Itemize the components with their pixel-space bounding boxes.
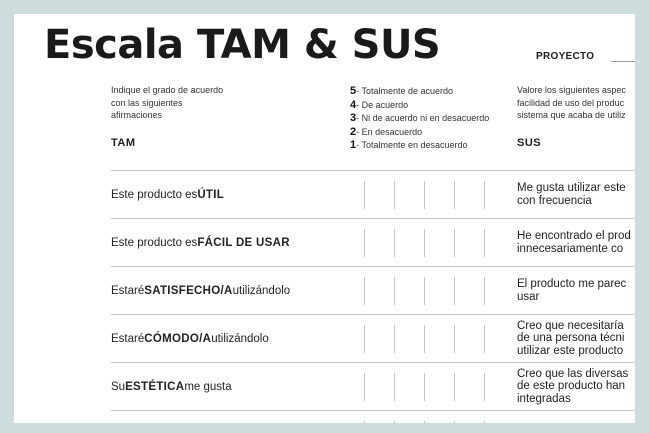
rating-cells[interactable] [350,373,500,401]
rating-cell[interactable] [424,277,425,305]
sus-column-header: SUS [517,137,542,149]
tam-instructions-line: con las siguientes [111,97,183,108]
page-title: Escala TAM & SUS [44,22,441,68]
rating-cell[interactable] [394,229,395,257]
table-row [111,362,635,410]
tam-statement: Estaré SATISFECHO/A utilizándolo [111,284,291,297]
rating-cell[interactable] [394,325,395,353]
rating-cell[interactable] [364,325,365,353]
rating-cell[interactable] [424,325,425,353]
rating-cell[interactable] [484,373,485,401]
sus-statement: El producto me parec usar [517,278,627,303]
rating-cells[interactable] [350,229,500,257]
rating-cell[interactable] [454,421,455,423]
rating-cell[interactable] [424,373,425,401]
rating-cell[interactable] [364,277,365,305]
table-row [111,218,635,266]
rating-cell[interactable] [454,277,455,305]
rating-cell[interactable] [484,229,485,257]
table-row [111,410,635,423]
tam-column-header: TAM [111,137,136,149]
sus-instructions-line: facilidad de uso del produc [517,97,625,108]
table-row [111,266,635,314]
rating-cell[interactable] [484,325,485,353]
tam-statement: Estaré CÓMODO/A utilizándolo [111,332,269,345]
rating-cell[interactable] [454,229,455,257]
rating-cells[interactable] [350,277,500,305]
sus-instructions [517,84,635,122]
table-row [111,314,635,362]
rating-cell[interactable] [454,373,455,401]
rating-cell[interactable] [424,181,425,209]
rating-cell[interactable] [394,181,395,209]
project-label: PROYECTO [536,51,595,62]
rating-cell[interactable] [364,181,365,209]
tam-instructions [111,84,271,122]
rating-cell[interactable] [484,277,485,305]
sus-statement: Me gusta utilizar este con frecuencia [517,182,626,207]
rating-cells[interactable] [350,421,500,423]
scale-item-5: 5- Totalmente de acuerdo [350,85,454,97]
rating-cell[interactable] [364,421,365,423]
rating-cells[interactable] [350,325,500,353]
rating-cell[interactable] [364,229,365,257]
tam-statement: Este producto es FÁCIL DE USAR [111,236,290,249]
scale-item-3: 3- Ni de acuerdo ni en desacuerdo [350,112,490,124]
sus-statement: He encontrado el prod innecesariamente co [517,230,631,255]
rating-cell[interactable] [424,229,425,257]
rating-scale-legend [350,85,489,153]
rating-cell[interactable] [394,421,395,423]
scale-item-2: 2- En desacuerdo [350,125,423,138]
sus-statement: Creo que las diversas de este producto han integradas [517,367,629,405]
project-name-field[interactable] [611,61,635,62]
rating-cell[interactable] [424,421,425,423]
sus-instructions-line: sistema que acaba de utiliz [517,110,626,120]
tam-instructions-line: Indique el grado de acuerdo [111,85,224,95]
tam-statement: Este producto es ÚTIL [111,188,225,201]
survey-sheet [14,14,635,423]
rating-cell[interactable] [454,325,455,353]
scale-item-4: 4- De acuerdo [350,98,409,111]
rating-cell[interactable] [394,277,395,305]
rating-cell[interactable] [364,373,365,401]
rating-cell[interactable] [454,181,455,209]
tam-statement: Su ESTÉTICA me gusta [111,380,232,393]
rating-cell[interactable] [484,421,485,423]
sus-statement: Creo que necesitaría de una persona técni utilizar este producto [517,319,625,357]
sus-instructions-line: Valore los siguientes aspec [517,85,626,95]
scale-item-1: 1- Totalmente en desacuerdo [350,139,468,151]
rating-cell[interactable] [484,181,485,209]
rating-cells[interactable] [350,181,500,209]
statement-table [111,170,635,423]
tam-instructions-line: afirmaciones [111,110,163,120]
rating-cell[interactable] [394,373,395,401]
table-row [111,170,635,218]
